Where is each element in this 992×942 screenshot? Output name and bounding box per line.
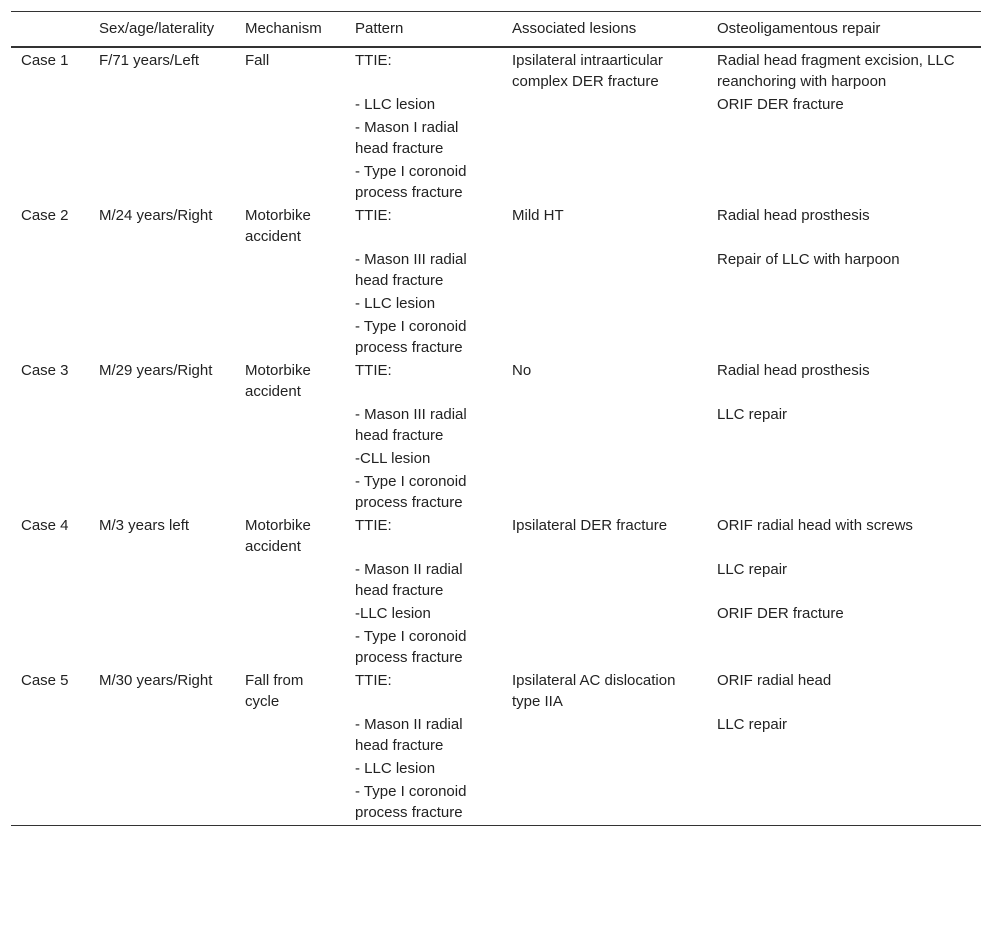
pattern-cell <box>345 47 502 203</box>
pattern-item: - Mason II radial head fracture <box>355 561 463 599</box>
header-pattern: Pattern <box>345 12 502 48</box>
table-row <box>11 203 981 358</box>
pattern-item: - Type I coronoid process fracture <box>355 783 467 821</box>
associated-lesions-cell: Mild HT <box>512 207 564 224</box>
pattern-cell <box>345 668 502 826</box>
mechanism-cell: Fall from cycle <box>235 668 345 826</box>
repair-cell <box>707 513 981 668</box>
pattern-item: - Mason II radial head fracture <box>355 716 463 754</box>
pattern-title: TTIE: <box>355 517 392 534</box>
repair-item: ORIF DER fracture <box>717 96 844 113</box>
case-cell: Case 1 <box>21 52 69 69</box>
header-osteoligamentous-repair: Osteoligamentous repair <box>707 12 981 48</box>
table-row <box>11 47 981 203</box>
mechanism-cell: Motorbike accident <box>245 207 311 245</box>
repair-item: Radial head prosthesis <box>717 207 870 224</box>
associated-lesions-cell: Ipsilateral intraarticular complex DER fracture <box>512 52 663 90</box>
sex-age-cell: M/30 years/Right <box>89 668 235 826</box>
pattern-item: - Type I coronoid process fracture <box>355 163 467 201</box>
repair-cell <box>707 358 981 513</box>
header-sex-age-laterality: Sex/age/laterality <box>89 12 235 48</box>
repair-item: Repair of LLC with harpoon <box>717 251 900 268</box>
associated-lesions-cell: Ipsilateral AC dislocation type IIA <box>502 668 707 826</box>
table-body <box>11 47 981 826</box>
sex-age-cell: M/3 years left <box>99 517 190 534</box>
case-table-container <box>11 11 981 826</box>
pattern-item: - LLC lesion <box>355 96 436 113</box>
repair-item: ORIF DER fracture <box>717 605 844 622</box>
sex-age-cell: M/29 years/Right <box>99 362 213 379</box>
repair-item: LLC repair <box>717 561 788 578</box>
pattern-item: - LLC lesion <box>355 295 436 312</box>
pattern-title: TTIE: <box>355 52 392 69</box>
pattern-title: TTIE: <box>355 672 392 689</box>
table-row <box>11 513 981 668</box>
pattern-item: - Mason III radial head fracture <box>355 406 467 444</box>
associated-lesions-cell: Ipsilateral DER fracture <box>512 517 668 534</box>
table-header <box>11 12 981 48</box>
pattern-item: - Type I coronoid process fracture <box>355 628 467 666</box>
case-table <box>11 11 981 826</box>
repair-item: Radial head fragment excision, LLC reanchoring with harpoon <box>717 52 955 90</box>
pattern-cell <box>345 358 502 513</box>
repair-cell <box>707 668 981 826</box>
header-mechanism: Mechanism <box>235 12 345 48</box>
repair-item: ORIF radial head with screws <box>717 517 913 534</box>
pattern-item: - Mason I radial head fracture <box>355 119 459 157</box>
table-row <box>11 358 981 513</box>
case-cell: Case 4 <box>21 517 69 534</box>
case-cell: Case 5 <box>11 668 89 826</box>
mechanism-cell: Motorbike accident <box>245 362 311 400</box>
pattern-item: - Type I coronoid process fracture <box>355 318 467 356</box>
pattern-item: - Type I coronoid process fracture <box>355 473 467 511</box>
pattern-cell <box>345 513 502 668</box>
repair-item: LLC repair <box>717 406 788 423</box>
sex-age-cell: F/71 years/Left <box>99 52 200 69</box>
header-row <box>11 12 981 48</box>
pattern-item: -LLC lesion <box>355 605 431 622</box>
header-associated-lesions: Associated lesions <box>502 12 707 48</box>
repair-cell <box>707 203 981 358</box>
repair-item: LLC repair <box>717 716 788 733</box>
table-row <box>11 668 981 826</box>
pattern-item: - Mason III radial head fracture <box>355 251 467 289</box>
associated-lesions-cell: No <box>512 362 532 379</box>
repair-cell <box>707 47 981 203</box>
pattern-item: -CLL lesion <box>355 450 431 467</box>
mechanism-cell: Fall <box>245 52 270 69</box>
sex-age-cell: M/24 years/Right <box>99 207 213 224</box>
repair-item: ORIF radial head <box>717 672 832 689</box>
mechanism-cell: Motorbike accident <box>245 517 311 555</box>
case-cell: Case 2 <box>21 207 69 224</box>
case-cell: Case 3 <box>21 362 69 379</box>
pattern-cell <box>345 203 502 358</box>
pattern-title: TTIE: <box>355 207 392 224</box>
header-case <box>11 12 89 48</box>
repair-item: Radial head prosthesis <box>717 362 870 379</box>
pattern-item: - LLC lesion <box>355 760 436 777</box>
pattern-title: TTIE: <box>355 362 392 379</box>
